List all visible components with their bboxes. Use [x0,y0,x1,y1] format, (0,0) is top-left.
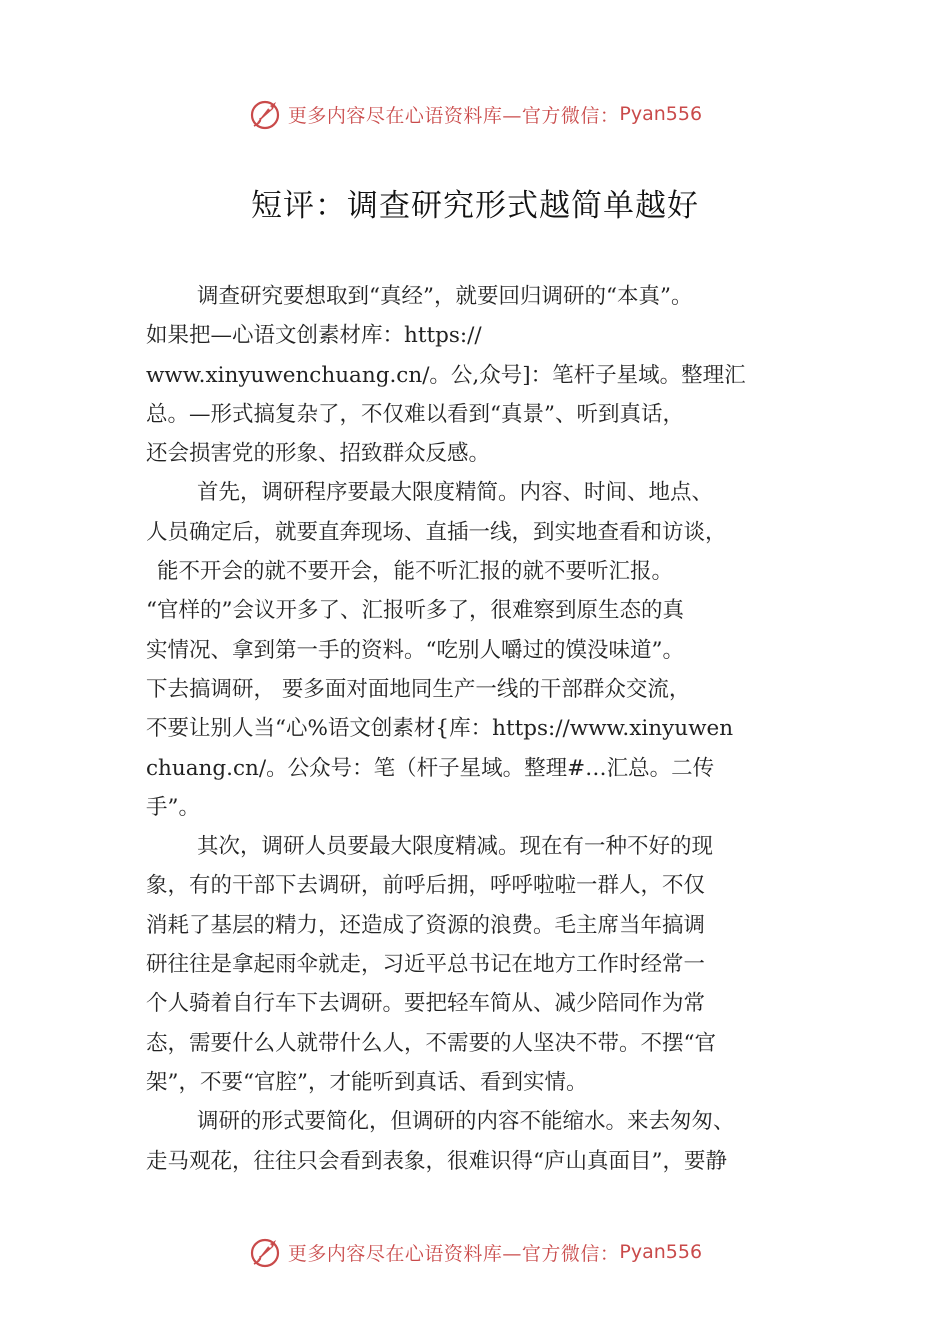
paragraph-line: 首先，调研程序要最大限度精简。内容、时间、地点、 [197,480,714,506]
wechat-id: Pyan556 [619,103,703,125]
paragraph-line: 其次，调研人员要最大限度精减。现在有一种不好的现 [197,834,714,860]
paragraph-line: 走马观花，往往只会看到表象，很难识得“庐山真面目”，要静 [146,1148,727,1174]
paragraph-line: “官样的”会议开多了、汇报听多了，很难察到原生态的真 [146,598,684,624]
paragraph-line: 个人骑着自行车下去调研。要把轻车简从、减少陪同作为常 [146,991,706,1017]
article-title: 短评：调查研究形式越简单越好 [251,188,699,224]
banner-text: 更多内容尽在心语资料库—官方微信： [287,1242,620,1265]
pen-nib-logo-icon [248,1234,284,1270]
paragraph-line: 实情况、拿到第一手的资料。“吃别人嚼过的馍没味道”。 [146,637,684,663]
paragraph-line: 象，有的干部下去调研，前呼后拥，呼呼啦啦一群人，不仅 [146,873,706,899]
article-body [146,277,826,1181]
banner-text: 更多内容尽在心语资料库—官方微信： [287,104,620,127]
paragraph-line: 手”。 [146,794,200,820]
paragraph-line: 下去搞调研， 要多面对面地同生产一线的干部群众交流， [146,676,691,702]
wechat-id: Pyan556 [619,1241,703,1263]
paragraph-line: 不要让别人当“心%语文创素材{库：https://www.xinyuwen [146,716,734,742]
footer-banner [0,1230,950,1274]
paragraph-line: 还会损害党的形象、招致群众反感。 [146,441,491,467]
paragraph-line: 如果把—心语文创素材库：https:// [146,323,482,349]
paragraph-line: 人员确定后，就要直奔现场、直插一线，到实地查看和访谈， [146,519,727,545]
paragraph-line: www.xinyuwenchuang.cn/。公,众号]：笔杆子星域。整理汇 [146,362,746,388]
paragraph-line: 调研的形式要简化，但调研的内容不能缩水。来去匆匆、 [197,1109,735,1135]
paragraph-line: 架”，不要“官腔”，才能听到真话、看到实情。 [146,1069,588,1095]
paragraph-line: 研往往是拿起雨伞就走，习近平总书记在地方工作时经常一 [146,952,706,978]
paragraph-line: 消耗了基层的精力，还造成了资源的浪费。毛主席当年搞调 [146,912,706,938]
paragraph-line: 能不开会的就不要开会，能不听汇报的就不要听汇报。 [157,559,674,585]
paragraph-line: 调查研究要想取到“真经”，就要回归调研的“本真”。 [197,284,693,309]
paragraph-line: chuang.cn/。公众号：笔（杆子星域。整理#…汇总。二传 [146,755,715,781]
paragraph-line: 总。—形式搞复杂了，不仅难以看到“真景”、听到真话， [146,401,684,427]
pen-nib-logo-icon [248,96,284,132]
header-banner [0,92,950,136]
paragraph-line: 态，需要什么人就带什么人，不需要的人坚决不带。不摆“官 [146,1030,716,1056]
